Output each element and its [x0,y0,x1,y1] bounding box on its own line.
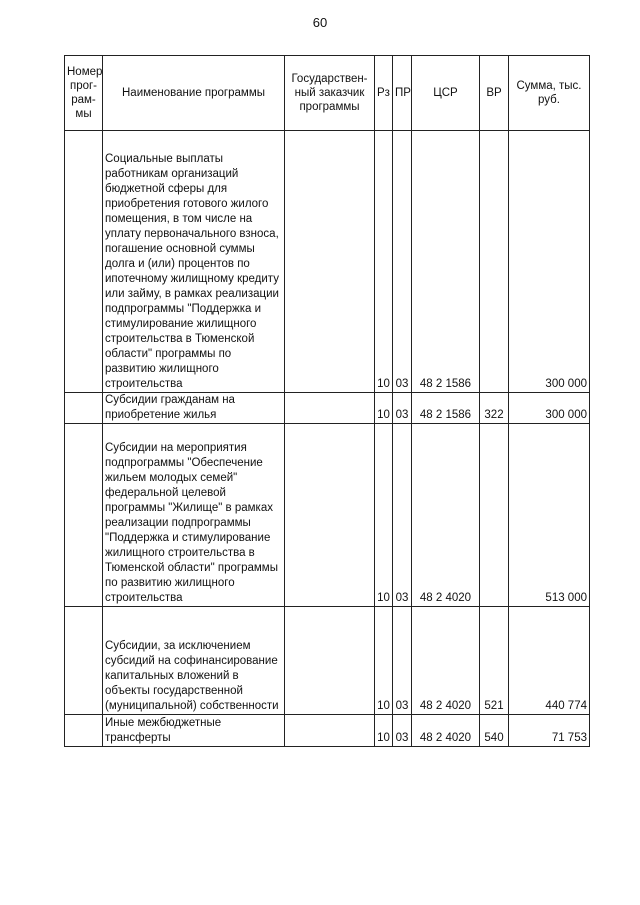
header-pr: ПР [393,56,412,131]
cell-csr: 48 2 4020 [412,715,480,747]
cell-rz: 10 [375,424,393,607]
cell-customer [285,607,375,715]
cell-vr [480,424,509,607]
cell-name: Иные межбюджетные трансферты [103,715,285,747]
cell-pr: 03 [393,424,412,607]
header-program-name: Наименование программы [103,56,285,131]
header-rz: Рз [375,56,393,131]
header-customer: Государствен-ный заказчик программы [285,56,375,131]
header-vr: ВР [480,56,509,131]
cell-sum: 300 000 [509,393,590,424]
cell-pr: 03 [393,393,412,424]
cell-sum: 513 000 [509,424,590,607]
cell-name: Социальные выплаты работникам организаций бюджетной сферы для приобретения готового жилого помещения, в том числе на уплату первоначального взноса, погашение основной суммы долга и (или) процентов по ипотечному жилищному кредиту или займу, в рамках реализации подпрограммы "Поддержка и стимулирование жилищного строительства в Тюменской области" программы по развитию жилищного строительства [103,131,285,393]
cell-pr: 03 [393,131,412,393]
table-row [65,393,590,424]
cell-number [65,424,103,607]
cell-csr: 48 2 1586 [412,131,480,393]
cell-customer [285,393,375,424]
table-row [65,131,590,393]
header-row [65,56,590,131]
cell-sum: 71 753 [509,715,590,747]
cell-number [65,131,103,393]
header-sum: Сумма, тыс. руб. [509,56,590,131]
cell-number [65,607,103,715]
cell-number [65,393,103,424]
cell-customer [285,424,375,607]
cell-rz: 10 [375,715,393,747]
page-number: 60 [312,15,328,30]
table-row [65,607,590,715]
cell-vr: 540 [480,715,509,747]
table-row [65,424,590,607]
cell-name: Субсидии, за исключением субсидий на софинансирование капитальных вложений в объекты государственной (муниципальной) собственности [103,607,285,715]
table-row [65,715,590,747]
cell-sum: 300 000 [509,131,590,393]
cell-csr: 48 2 4020 [412,607,480,715]
cell-pr: 03 [393,715,412,747]
cell-number [65,715,103,747]
cell-sum: 440 774 [509,607,590,715]
cell-rz: 10 [375,607,393,715]
header-program-number: Номер прог-рам-мы [65,56,103,131]
cell-rz: 10 [375,393,393,424]
cell-csr: 48 2 4020 [412,424,480,607]
cell-customer [285,715,375,747]
cell-vr: 322 [480,393,509,424]
header-csr: ЦСР [412,56,480,131]
cell-csr: 48 2 1586 [412,393,480,424]
cell-rz: 10 [375,131,393,393]
cell-name: Субсидии гражданам на приобретение жилья [103,393,285,424]
cell-vr [480,131,509,393]
cell-name: Субсидии на мероприятия подпрограммы "Обеспечение жильем молодых семей" федеральной целевой программы "Жилище" в рамках реализации подпрограммы "Поддержка и стимулирование жилищного строительства в Тюменской области" программы по развитию жилищного строительства [103,424,285,607]
cell-customer [285,131,375,393]
cell-vr: 521 [480,607,509,715]
cell-pr: 03 [393,607,412,715]
budget-table [64,55,590,747]
